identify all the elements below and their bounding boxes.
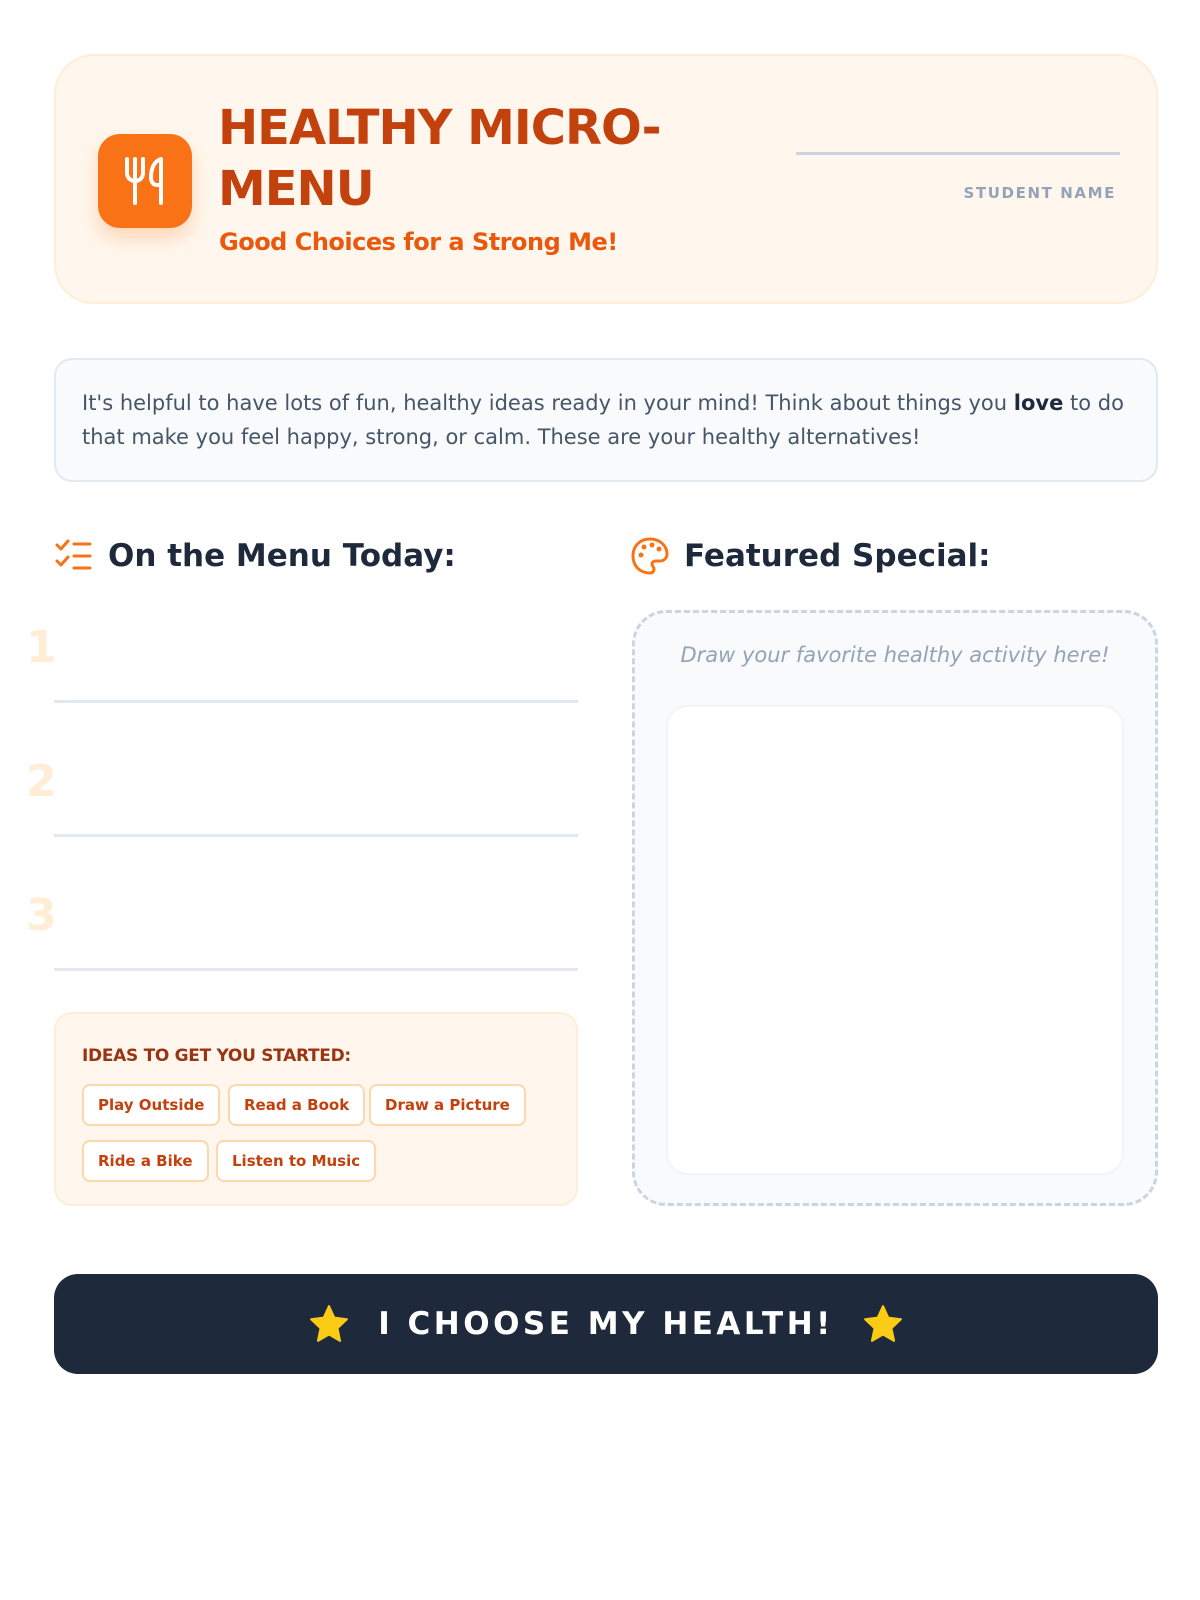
menu-number-2: 2	[26, 756, 57, 807]
student-name-line[interactable]	[796, 152, 1120, 155]
intro-text-end: to do that make you feel happy, strong, or calm. These are your healthy alternatives!	[82, 391, 1124, 449]
ideas-label: IDEAS TO GET YOU STARTED:	[82, 1046, 351, 1066]
drawing-area[interactable]	[666, 705, 1124, 1175]
idea-chip[interactable]: Draw a Picture	[369, 1084, 526, 1126]
featured-special-box	[632, 610, 1158, 1206]
special-caption: Draw your favorite healthy activity here!	[680, 643, 1110, 667]
page-title: HEALTHY MICRO-MENU	[218, 100, 661, 217]
intro-box	[54, 358, 1158, 482]
special-heading	[630, 536, 991, 576]
checklist-icon	[54, 536, 94, 576]
intro-emphasis: love	[1013, 391, 1064, 415]
idea-chip[interactable]: Ride a Bike	[82, 1140, 209, 1182]
fork-knife-icon	[121, 155, 169, 207]
intro-text-start: It's helpful to have lots of fun, healthy ideas ready in your mind! Think about things you	[82, 391, 1014, 415]
star-icon	[308, 1303, 350, 1345]
page-subtitle: Good Choices for a Strong Me!	[219, 228, 618, 256]
palette-icon	[630, 536, 670, 576]
idea-chip[interactable]: Listen to Music	[216, 1140, 376, 1182]
idea-chip[interactable]: Read a Book	[228, 1084, 365, 1126]
ideas-box	[54, 1012, 578, 1206]
star-icon	[862, 1303, 904, 1345]
menu-number-3: 3	[26, 890, 57, 941]
banner-text: I CHOOSE MY HEALTH!	[378, 1306, 834, 1342]
pledge-banner	[54, 1274, 1158, 1374]
menu-number-1: 1	[26, 622, 57, 673]
app-badge	[98, 134, 192, 228]
header-card	[54, 54, 1158, 304]
special-heading-label: Featured Special:	[684, 538, 991, 574]
menu-line-3[interactable]	[54, 968, 578, 971]
idea-chip[interactable]: Play Outside	[82, 1084, 220, 1126]
menu-heading	[54, 536, 456, 576]
student-name-label: STUDENT NAME	[963, 184, 1116, 202]
menu-heading-label: On the Menu Today:	[108, 538, 456, 574]
menu-line-1[interactable]	[54, 700, 578, 703]
menu-line-2[interactable]	[54, 834, 578, 837]
